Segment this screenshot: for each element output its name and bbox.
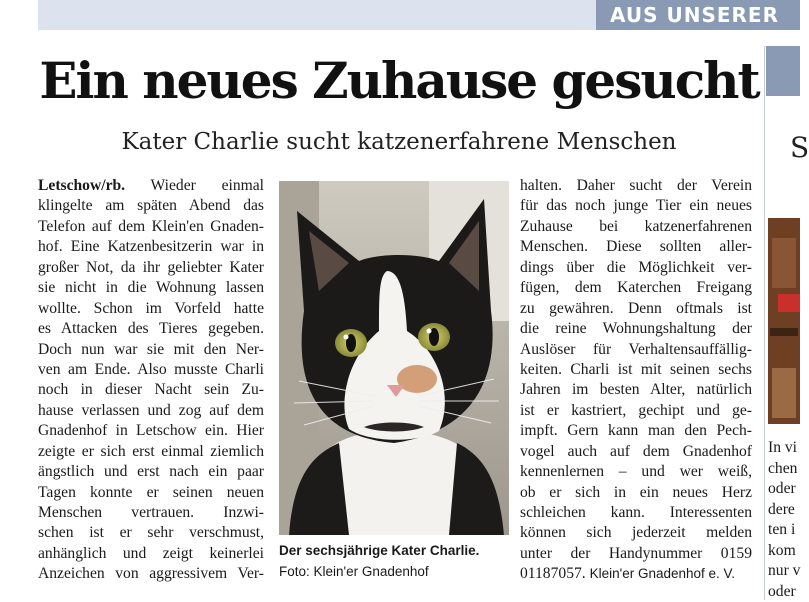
neighbor-text-line: oder	[768, 479, 800, 500]
neighbor-text-line: kom	[768, 541, 800, 562]
article-headline: Ein neues Zuhause gesucht	[38, 46, 760, 116]
text-line	[520, 564, 752, 584]
neighbor-photo	[768, 218, 800, 424]
text-line: zu gewähren. Denn oftmals ist	[520, 299, 752, 319]
text-line: für das noch junge Tier ein neues	[520, 196, 752, 216]
neighbor-text-line: In vi	[768, 438, 800, 459]
text-line: fügen, dem Katerchen Freigang	[520, 278, 752, 298]
neighbor-text-line: ten i	[768, 520, 800, 541]
text-line: klingelte am späten Abend das	[38, 196, 264, 216]
section-tag: AUS UNSERER	[596, 0, 800, 30]
text-line: hof. Eine Katzenbesitzerin war in	[38, 237, 264, 257]
neighbor-photo-icon	[768, 218, 800, 424]
text-line: ängstlich und erst nach ein paar	[38, 462, 264, 482]
text-line: Jahren im besten Alter, natürlich	[520, 380, 752, 400]
text-line: dings über die Möglichkeit ver-	[520, 258, 752, 278]
text-line: schleichen kann. Interessenten	[520, 503, 752, 523]
text-line: Menschen. Diese sollten aller-	[520, 237, 752, 257]
text-line: Telefon auf dem Klein'en Gnaden-	[38, 217, 264, 237]
text-line: schen ist er sehr verschmust,	[38, 523, 264, 543]
neighbor-heading-fragment: S	[790, 128, 809, 168]
neighbor-text-line: chen	[768, 459, 800, 480]
text-line: Zuhause bei katzenerfahrenen	[520, 217, 752, 237]
text-line: keiten. Charli ist mit seinen sechs	[520, 360, 752, 380]
text-line: zeigte er sich erst einmal ziemlich	[38, 442, 264, 462]
article-subheadline: Kater Charlie sucht katzenerfahrene Menschen	[38, 126, 760, 158]
article-column-1	[38, 176, 264, 585]
text-line: die reine Wohnungshaltung der	[520, 319, 752, 339]
text-line: halten. Daher sucht der Verein	[520, 176, 752, 196]
text-line: sie nicht in die Wohnung lassen	[38, 278, 264, 298]
text-line: kennenlernen – und wer weiß,	[520, 462, 752, 482]
text-line: Tagen konnte er seinen neuen	[38, 483, 264, 503]
text-line: können sich jederzeit melden	[520, 523, 752, 543]
cat-photo	[279, 181, 509, 535]
photo-caption-title: Der sechsjährige Kater Charlie.	[279, 540, 519, 561]
text-line: Auslöser für Verhaltensauffällig-	[520, 340, 752, 360]
text-line: vogel auch auf dem Gnadenhof	[520, 442, 752, 462]
neighbor-text	[768, 438, 800, 602]
text-line: ist er kastriert, gechipt und ge-	[520, 401, 752, 421]
photo-caption	[279, 540, 519, 582]
text-line: noch in dieser Nacht sein Zu-	[38, 380, 264, 400]
neighbor-text-line: dere	[768, 500, 800, 521]
text-fragment: 01187057.	[520, 565, 586, 582]
column-divider	[764, 46, 765, 600]
text-line: es Attacken des Tieres gegeben.	[38, 319, 264, 339]
photo-credit: Foto: Klein'er Gnadenhof	[279, 561, 519, 582]
author-tag: Klein'er Gnadenhof e. V.	[590, 566, 735, 581]
article-column-3	[520, 176, 752, 585]
neighbor-text-line: oder	[768, 582, 800, 602]
text-line: wollte. Schon im Vorfeld hatte	[38, 299, 264, 319]
text-line: hause verlassen und zog auf dem	[38, 401, 264, 421]
article-byline: Letschow/rb.	[38, 177, 125, 194]
neighbor-header-gap	[766, 96, 800, 100]
text-line: Gnadenhof in Letschow ein. Hier	[38, 421, 264, 441]
text-line	[38, 176, 264, 196]
text-line: ven am Ende. Also musste Charli	[38, 360, 264, 380]
text-line: Doch nun war sie mit den Ner-	[38, 340, 264, 360]
text-line: Anzeichen von aggressivem Ver-	[38, 564, 264, 584]
section-banner	[38, 0, 800, 30]
text-line: impft. Gern kann man den Pech-	[520, 421, 752, 441]
neighbor-text-line: nur v	[768, 561, 800, 582]
text-line: anhänglich und zeigt keinerlei	[38, 544, 264, 564]
text-line: Menschen vertrauen. Inzwi-	[38, 503, 264, 523]
neighbor-header-box	[766, 46, 800, 96]
text-fragment: Wieder einmal	[151, 177, 264, 194]
cat-photo-icon	[279, 181, 509, 535]
text-line: unter der Handynummer 0159	[520, 544, 752, 564]
text-line: ob er sich in ein neues Herz	[520, 483, 752, 503]
text-line: großer Not, da ihr geliebter Kater	[38, 258, 264, 278]
